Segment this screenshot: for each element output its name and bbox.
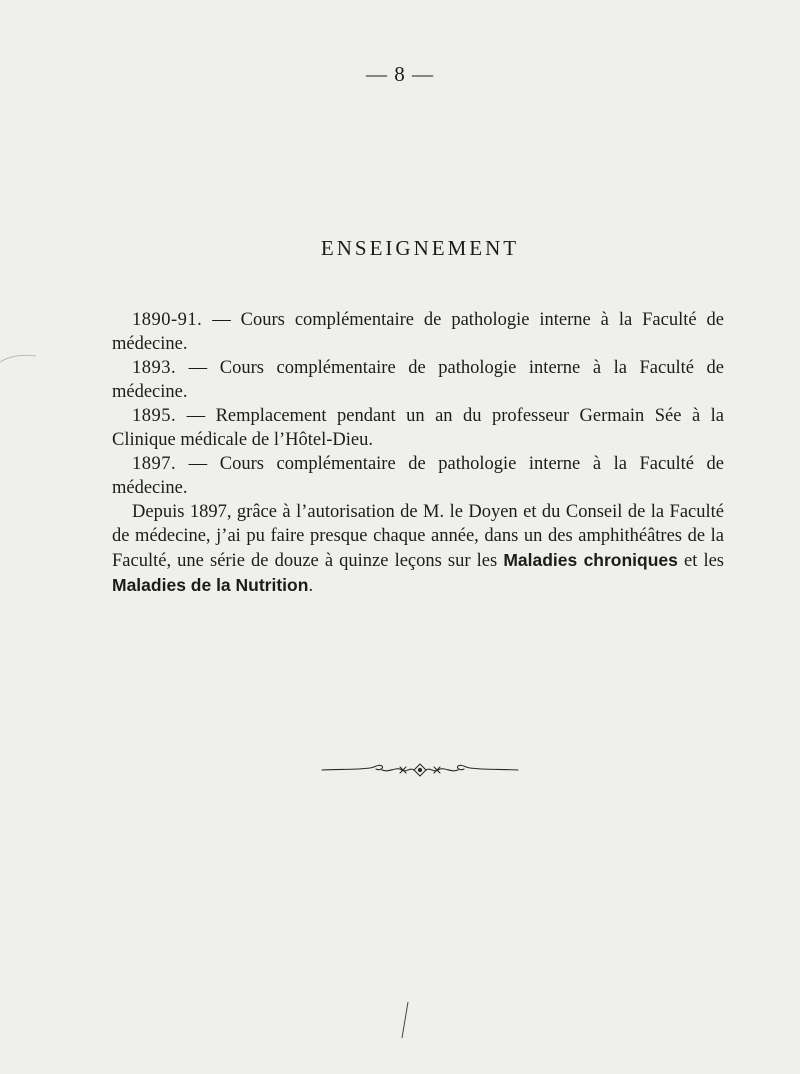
entry-text: — Cours complémentaire de pathologie interne à la Faculté de médecine.	[112, 358, 724, 402]
teaching-entry-1890	[112, 308, 724, 356]
teaching-entry-1893	[112, 356, 724, 404]
page-number: — 8 —	[366, 62, 434, 86]
fleuron-divider-icon	[320, 758, 520, 782]
entry-year: 1890-91.	[132, 310, 203, 330]
entry-year: 1895.	[132, 406, 177, 426]
entry-text: — Cours complémentaire de pathologie interne à la Faculté de médecine.	[112, 454, 724, 498]
closing-text-after: .	[308, 576, 314, 596]
teaching-list	[112, 308, 724, 598]
closing-text-middle: et les	[677, 551, 725, 571]
entry-year: 1897.	[132, 454, 177, 474]
entry-text: — Remplacement pendant un an du professeur Germain Sée à la Clinique médicale de l’Hôtel-Dieu.	[112, 406, 724, 450]
section-heading: ENSEIGNEMENT	[320, 236, 520, 260]
closing-paragraph	[112, 500, 724, 598]
margin-pencil-mark	[396, 1000, 416, 1040]
margin-pencil-mark	[0, 340, 40, 380]
closing-text-before: Depuis 1897, grâce à l’autorisation de M. le Doyen et du Conseil de la Faculté de médecine, j’ai pu faire presque chaque année, dans un des amphithéâtres de la Faculté, une série de douze à quinze leçons sur les	[112, 502, 724, 571]
entry-year: 1893.	[132, 358, 177, 378]
bold-phrase-chronic-diseases: Maladies chroniques	[503, 550, 678, 570]
teaching-entry-1895	[112, 404, 724, 452]
entry-text: — Cours complémentaire de pathologie interne à la Faculté de médecine.	[112, 310, 724, 354]
teaching-entry-1897	[112, 452, 724, 500]
bold-phrase-nutrition-diseases: Maladies de la Nutrition	[112, 575, 309, 595]
